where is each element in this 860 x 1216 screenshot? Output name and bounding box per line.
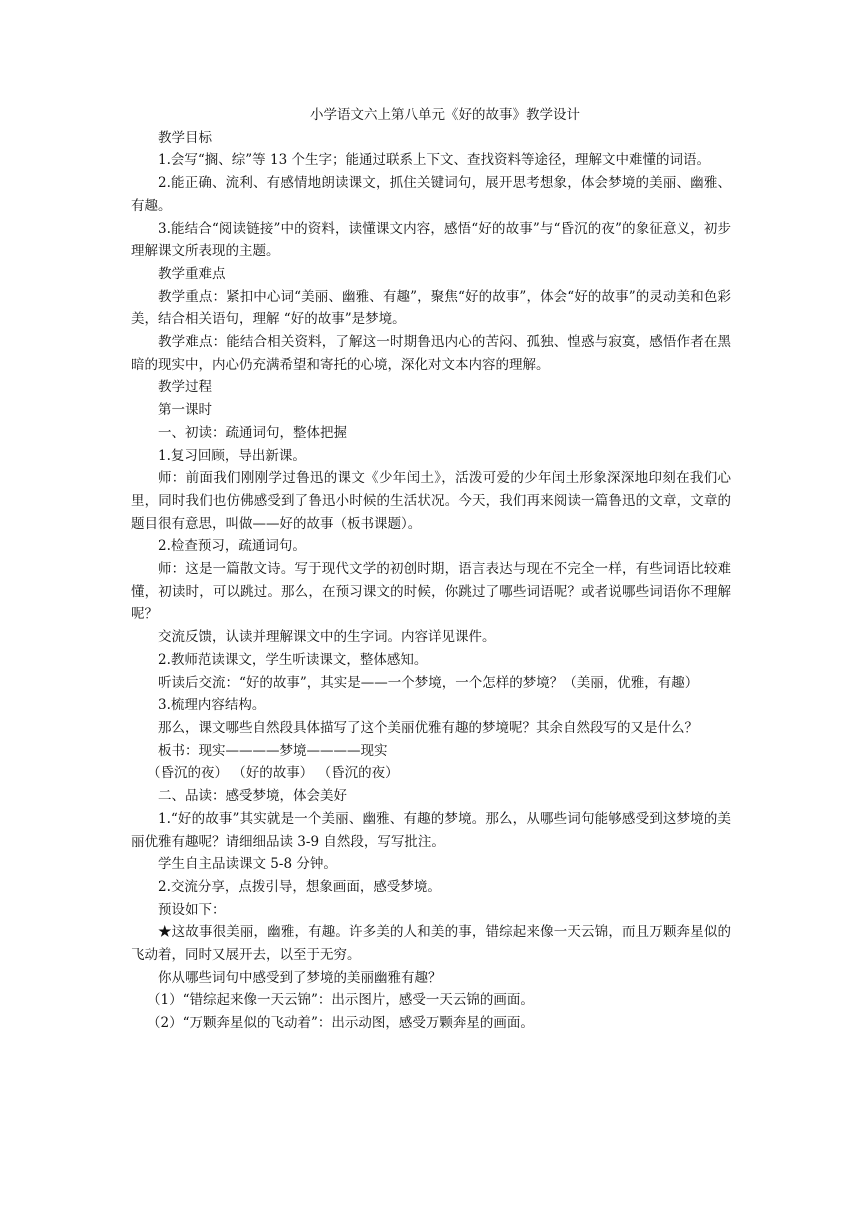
paragraph: 预设如下： xyxy=(158,901,226,918)
section-heading: 教学过程 xyxy=(158,379,212,396)
section-heading: 二、品读：感受梦境，体会美好 xyxy=(158,788,347,805)
paragraph: （2）“万颗奔星似的飞动着”：出示动图，感受万颗奔星的画面。 xyxy=(147,1015,534,1032)
board-writing: 板书：现实————梦境————现实 xyxy=(158,742,388,759)
paragraph: 2.检查预习，疏通词句。 xyxy=(158,538,306,555)
document-body xyxy=(131,104,731,1035)
paragraph: 2.教师范读课文，学生听读课文，整体感知。 xyxy=(158,651,428,668)
paragraph: 交流反馈，认读并理解课文中的生字词。内容详见课件。 xyxy=(158,629,496,646)
paragraph: 那么，课文哪些自然段具体描写了这个美丽优雅有趣的梦境呢？其余自然段写的又是什么？ xyxy=(158,719,698,736)
paragraph: 师：这是一篇散文诗。写于现代文学的初创时期，语言表达与现在不完全一样，有些词语比较难懂，初读时，可以跳过。那么，在预习课文的时候，你跳过了哪些词语呢？或者说哪些词语你不理解呢？ xyxy=(131,561,731,623)
paragraph: 你从哪些词句中感受到了梦境的美丽幽雅有趣？ xyxy=(158,969,442,986)
paragraph: 1.“好的故事”其实就是一个美丽、幽雅、有趣的梦境。那么，从哪些词句能够感受到这梦境的美丽优雅有趣呢？请细细品读 3-9 自然段，写写批注。 xyxy=(131,810,731,850)
paragraph: 听读后交流：“好的故事”，其实是——一个梦境，一个怎样的梦境？（美丽，优雅，有趣） xyxy=(158,674,699,691)
paragraph: 3.梳理内容结构。 xyxy=(158,697,266,714)
paragraph: 教学重点：紧扣中心词“美丽、幽雅、有趣”，聚焦“好的故事”，体会“好的故事”的灵动美和色彩美，结合相关语句，理解 “好的故事”是梦境。 xyxy=(131,288,731,328)
paragraph: 3.能结合“阅读链接”中的资料，读懂课文内容，感悟“好的故事”与“昏沉的夜”的象征意义，初步理解课文所表现的主题。 xyxy=(131,220,731,260)
board-writing-sub: （昏沉的夜） （好的故事） （昏沉的夜） xyxy=(147,765,399,782)
paragraph: 1.会写“搁、综”等 13 个生字；能通过联系上下文、查找资料等途径，理解文中难懂的词语。 xyxy=(158,152,710,169)
document-title: 小学语文六上第八单元《好的故事》教学设计 xyxy=(310,107,580,123)
paragraph: （1）“错综起来像一天云锦”：出示图片，感受一天云锦的画面。 xyxy=(147,992,534,1009)
section-heading: 一、初读：疏通词句，整体把握 xyxy=(158,424,347,441)
paragraph: 师：前面我们刚刚学过鲁迅的课文《少年闰土》，活泼可爱的少年闰土形象深深地印刻在我们心里，同时我们也仿佛感受到了鲁迅小时候的生活状况。今天，我们再来阅读一篇鲁迅的文章，文章的题目很有意思，叫做——好的故事（板书课题）。 xyxy=(131,470,731,532)
paragraph: 1.复习回顾，导出新课。 xyxy=(158,447,306,464)
paragraph: ★这故事很美丽，幽雅，有趣。许多美的人和美的事，错综起来像一天云锦，而且万颗奔星似的飞动着，同时又展开去，以至于无穷。 xyxy=(131,924,731,964)
section-heading: 教学目标 xyxy=(158,129,212,146)
paragraph: 2.交流分享，点拨引导，想象画面，感受梦境。 xyxy=(158,878,441,895)
paragraph: 学生自主品读课文 5-8 分钟。 xyxy=(158,856,337,873)
section-heading: 教学重难点 xyxy=(158,265,226,282)
paragraph: 教学难点：能结合相关资料，了解这一时期鲁迅内心的苦闷、孤独、惶惑与寂寞，感悟作者在黑暗的现实中，内心仍充满希望和寄托的心境，深化对文本内容的理解。 xyxy=(131,334,731,373)
paragraph: 2.能正确、流利、有感情地朗读课文，抓住关键词句，展开思考想象，体会梦境的美丽、幽雅、有趣。 xyxy=(131,175,731,214)
section-heading: 第一课时 xyxy=(158,402,212,419)
